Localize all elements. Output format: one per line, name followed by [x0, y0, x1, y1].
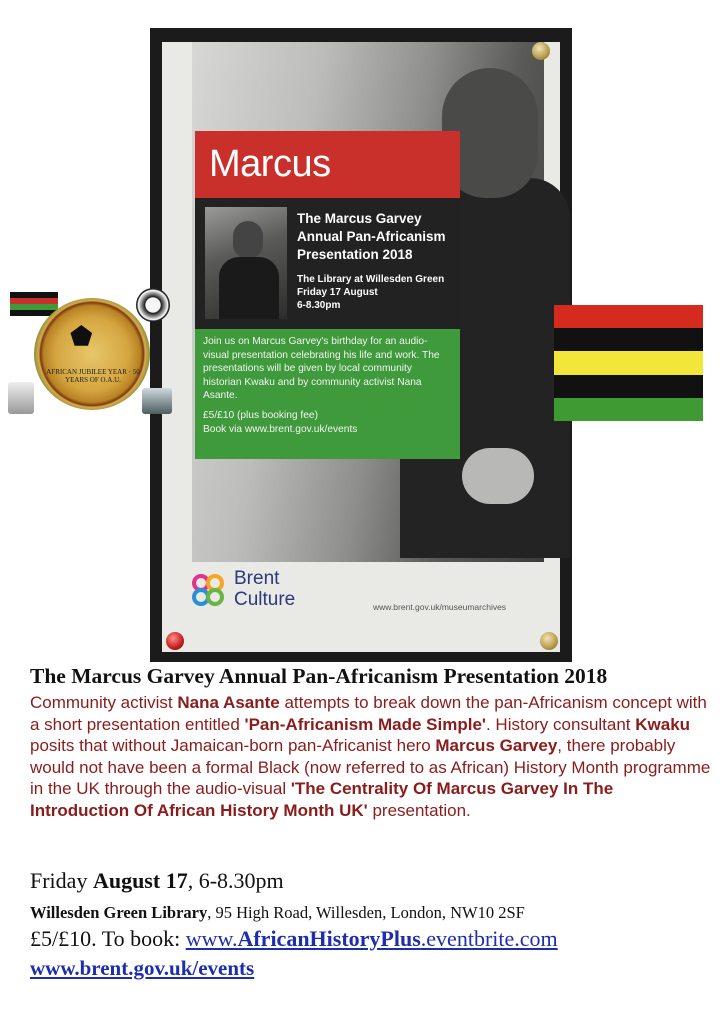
pin-icon: [540, 632, 558, 650]
poster-info-panel: [195, 198, 460, 329]
talk-title: 'The Centrality Of Marcus Garvey In The Introduction Of African History Month UK': [30, 779, 614, 820]
jubilee-seal: [34, 298, 150, 410]
poster-url: www.brent.gov.uk/museumarchives: [373, 602, 507, 612]
body-text: attempts to break down the pan-Africanism concept with a short presentation entitled: [30, 693, 707, 734]
flag-stripe: [554, 375, 703, 398]
flag-stripe: [554, 351, 703, 374]
mini-flag: [10, 292, 58, 316]
round-badge-icon: [136, 288, 170, 322]
poster-body: Join us on Marcus Garvey's birthday for an audio-visual presentation celebrating his life and work. The presentations will be given by local community historian Kwaku and by community activist Nana Asante.: [203, 336, 440, 402]
event-time: , 6-8.30pm: [187, 868, 284, 893]
small-portrait: [8, 382, 34, 414]
pin-icon: [166, 632, 184, 650]
poster-price: £5/£10 (plus booking fee): [203, 409, 318, 421]
garvey-hand: [462, 448, 534, 504]
seal-text: AFRICAN JUBILEE YEAR · 50 YEARS OF O.A.U.: [46, 368, 140, 384]
pan-african-flag: [554, 305, 703, 421]
flag-stripe: [554, 305, 703, 328]
link-text: www.: [185, 926, 238, 951]
poster-description-panel: [195, 329, 460, 459]
venue-name: Willesden Green Library: [30, 903, 208, 922]
jubilee-emblem: [8, 288, 173, 416]
poster-subtitle: The Marcus Garvey Annual Pan-Africanism Presentation 2018: [297, 211, 446, 262]
body-text: posits that without Jamaican-born pan-Africanist hero: [30, 736, 436, 756]
ticket-price: £5/£10. To book:: [30, 926, 186, 951]
brent-culture-logo-icon: [192, 574, 228, 610]
brent-events-link[interactable]: www.brent.gov.uk/events: [30, 956, 255, 980]
brent-culture-logo-text: Brent Culture: [234, 568, 296, 610]
body-text: Community activist: [30, 693, 178, 712]
body-text: presentation.: [367, 800, 471, 820]
inset-portrait: [205, 207, 287, 319]
article-headline: The Marcus Garvey Annual Pan-Africanism Presentation 2018: [30, 664, 608, 688]
poster-venue: The Library at Willesden Green Friday 17 August 6-8.30pm: [297, 274, 445, 311]
hero-name: Marcus Garvey: [435, 736, 558, 756]
link-text: .eventbrite.com: [420, 926, 558, 951]
poster-photo: [150, 28, 572, 662]
event-booking: [30, 926, 558, 952]
article-body: [30, 692, 712, 822]
flag-stripe: [554, 398, 703, 421]
event-venue: [30, 903, 525, 923]
body-text: . History consultant: [485, 714, 636, 734]
event-date-value: August 17: [92, 868, 188, 893]
body-text: , there probably would not have been a formal Black (now referred to as African) History Month programme in the UK through the audio-visual: [30, 736, 711, 799]
speaker-name: Kwaku: [635, 714, 691, 734]
event-date: [30, 868, 284, 894]
africa-map-icon: ⬟: [70, 322, 93, 351]
event-day: Friday: [30, 868, 93, 893]
poster-title: Marcus: [195, 131, 460, 198]
eventbrite-link[interactable]: [186, 926, 558, 951]
flag-stripe: [554, 328, 703, 351]
speaker-name: Nana Asante: [177, 693, 280, 712]
small-portrait: [142, 388, 172, 414]
talk-title: 'Pan-Africanism Made Simple': [244, 714, 486, 734]
poster-booking: Book via www.brent.gov.uk/events: [203, 423, 358, 435]
link-text: AfricanHistoryPlus: [237, 926, 421, 951]
pin-icon: [532, 42, 550, 60]
venue-address: , 95 High Road, Willesden, London, NW10 2SF: [207, 903, 525, 922]
